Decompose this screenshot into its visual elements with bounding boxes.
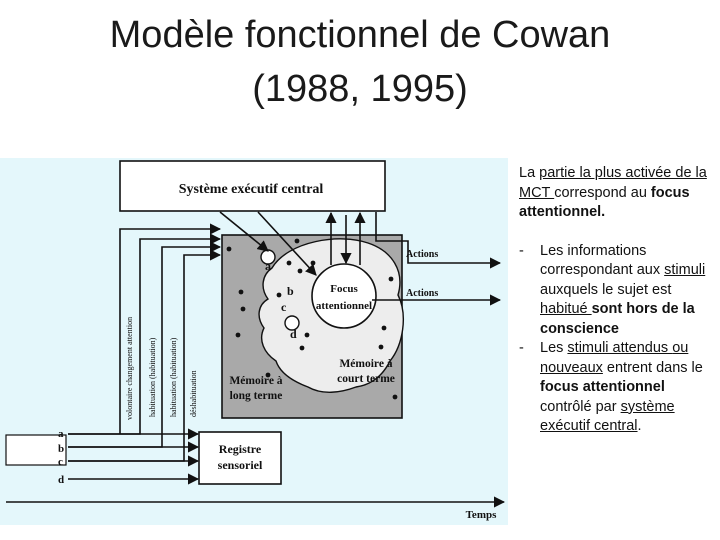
stimulus-letter-a: a <box>58 428 64 440</box>
bullet-1-underlined-2: habitué <box>540 301 592 317</box>
bullet-item <box>519 339 714 437</box>
inner-letter-c: c <box>281 300 287 314</box>
stm-label-2: court terme <box>337 373 395 385</box>
intro-bold: focus attentionnel. <box>519 184 690 220</box>
sensory-label-1: Registre <box>218 442 262 456</box>
ltm-label-1: Mémoire à <box>229 375 283 387</box>
bullet-list <box>519 242 714 437</box>
actions-label-2: Actions <box>406 288 439 299</box>
inner-letter-b: b <box>287 284 294 298</box>
stimulus-letter-c: c <box>58 456 63 468</box>
bullet-1-text-2: auxquels le sujet est <box>540 281 672 298</box>
bullet-2-text-3: contrôlé par <box>540 398 621 415</box>
bullet-2-text-4: . <box>637 418 642 434</box>
vertical-label-3: habituation (habituation) <box>169 337 178 417</box>
inner-letter-d: d <box>290 327 297 341</box>
actions-label-1: Actions <box>406 249 439 260</box>
ltm-label-2: long terme <box>229 390 283 402</box>
cowan-diagram <box>0 155 510 525</box>
bullet-2-underlined-1: stimuli attendus <box>567 340 673 356</box>
sensory-label-2: sensoriel <box>217 458 263 472</box>
central-executive-label: Système exécutif central <box>178 182 324 197</box>
stimulus-letter-b: b <box>58 443 65 455</box>
stimulus-input-box <box>6 435 66 465</box>
bullet-1-underlined-1: stimuli <box>664 262 706 278</box>
intro-text-1: La <box>519 165 540 181</box>
intro-underlined: partie la plus activée de la MCT <box>519 165 707 201</box>
intro-text-2: correspond au <box>554 184 651 201</box>
bullet-2-text-1: Les <box>540 340 568 356</box>
bullet-item <box>519 242 714 340</box>
bullet-2-bold: focus attentionnel <box>540 379 665 395</box>
bullet-1-text-1: Les informations correspondant aux <box>540 242 665 278</box>
bullet-2-underlined-2: ou nouveaux <box>540 340 689 376</box>
time-label: Temps <box>465 509 497 521</box>
focus-of-attention <box>312 264 376 328</box>
slide-subtitle: (1988, 1995) <box>252 68 468 110</box>
bullet-2-text-2: entrent dans le <box>602 359 703 376</box>
stimulus-letter-d: d <box>58 474 65 486</box>
inner-letter-a: a <box>265 259 271 273</box>
bullet-dash: - <box>519 340 524 356</box>
vertical-label-2: habituation (habituation) <box>148 337 157 417</box>
bullet-dash: - <box>519 242 524 259</box>
focus-label-1: Focus <box>330 283 358 295</box>
bullet-2-underlined-3: système exécutif central <box>540 398 675 434</box>
vertical-label-1: volontaire changement attention <box>125 316 134 420</box>
slide-title: Modèle fonctionnel de Cowan <box>109 14 611 56</box>
intro-paragraph <box>519 164 714 223</box>
bullet-1-bold: sont hors de la conscience <box>540 301 695 337</box>
focus-label-2: attentionnel <box>315 300 373 312</box>
stm-label-1: Mémoire à <box>339 358 393 370</box>
explanation-text <box>519 164 714 437</box>
vertical-label-4: déshabituation <box>189 370 198 417</box>
